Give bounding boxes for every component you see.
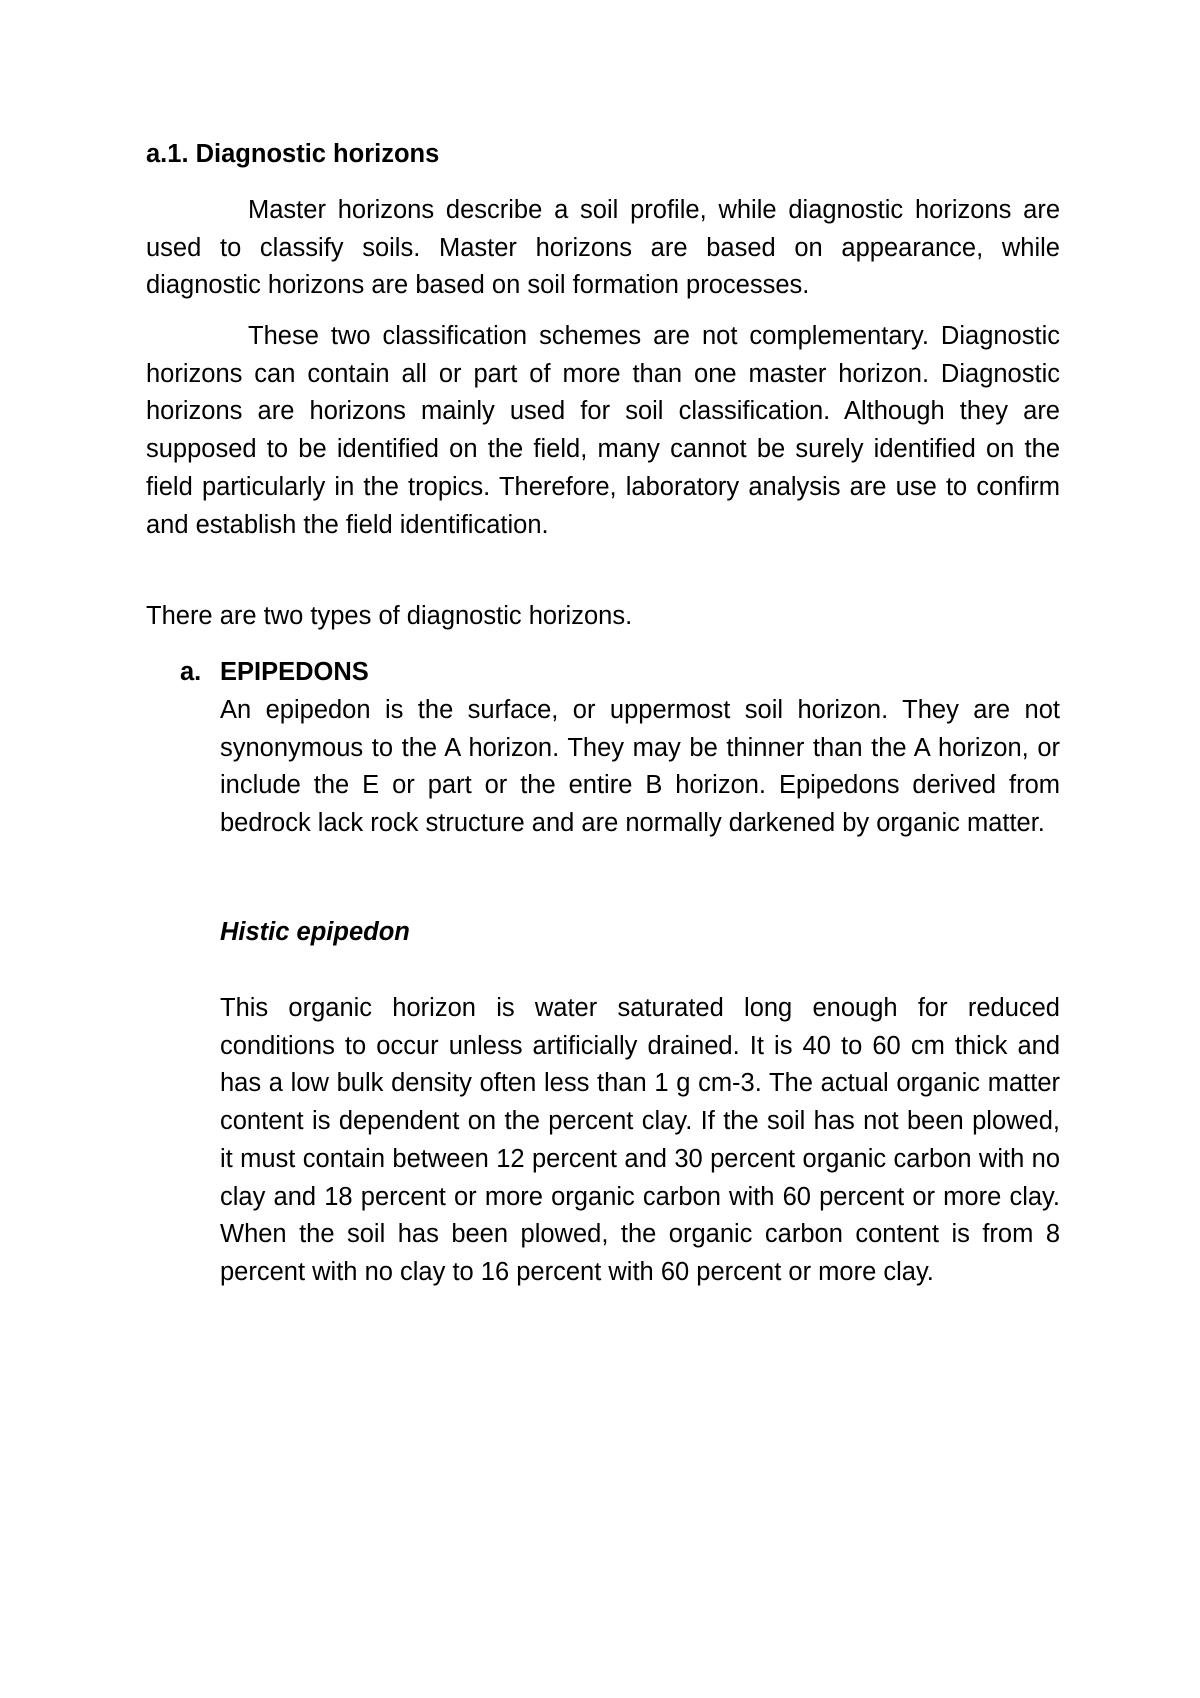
paragraph-master-horizons: Master horizons describe a soil profile, while diagnostic horizons are used to classify soils. Master horizons are based on appearance, while diagnostic horizons are based on soil formation processes. (146, 196, 1060, 300)
list-item-epipedons-text: An epipedon is the surface, or uppermost soil horizon. They are not synonymous to the A horizon. They may be thinner than the A horizon, or include the E or part or the entire B horizon. Epipedons derived from bedrock lack rock structure and are normally darkened by organic matter. (220, 696, 1060, 838)
paragraph-classification-schemes: These two classification schemes are not complementary. Diagnostic horizons can contain all or part of more than one master horizon. Diagnostic horizons are horizons mainly used for soil classification. Although they are supposed to be identified on the field, many cannot be surely identified on the field particularly in the tropics. Therefore, laboratory analysis are use to confirm and establish the field identification. (146, 322, 1060, 539)
section-heading: a.1. Diagnostic horizons (146, 140, 440, 168)
list-item-title: EPIPEDONS (220, 658, 369, 686)
list-marker: a. (180, 658, 202, 686)
paragraph-types-intro: There are two types of diagnostic horizons. (146, 602, 633, 630)
paragraph-histic-epipedon: This organic horizon is water saturated long enough for reduced conditions to occur unless artificially drained. It is 40 to 60 cm thick and has a low bulk density often less than 1 g cm-3. The actual organic matter content is dependent on the percent clay. If the soil has not been plowed, it must contain between 12 percent and 30 percent organic carbon with no clay and 18 percent or more organic carbon with 60 percent or more clay. When the soil has been plowed, the organic carbon content is from 8 percent with no clay to 16 percent with 60 percent or more clay. (220, 994, 1060, 1286)
subheading-histic-epipedon: Histic epipedon (220, 918, 410, 946)
